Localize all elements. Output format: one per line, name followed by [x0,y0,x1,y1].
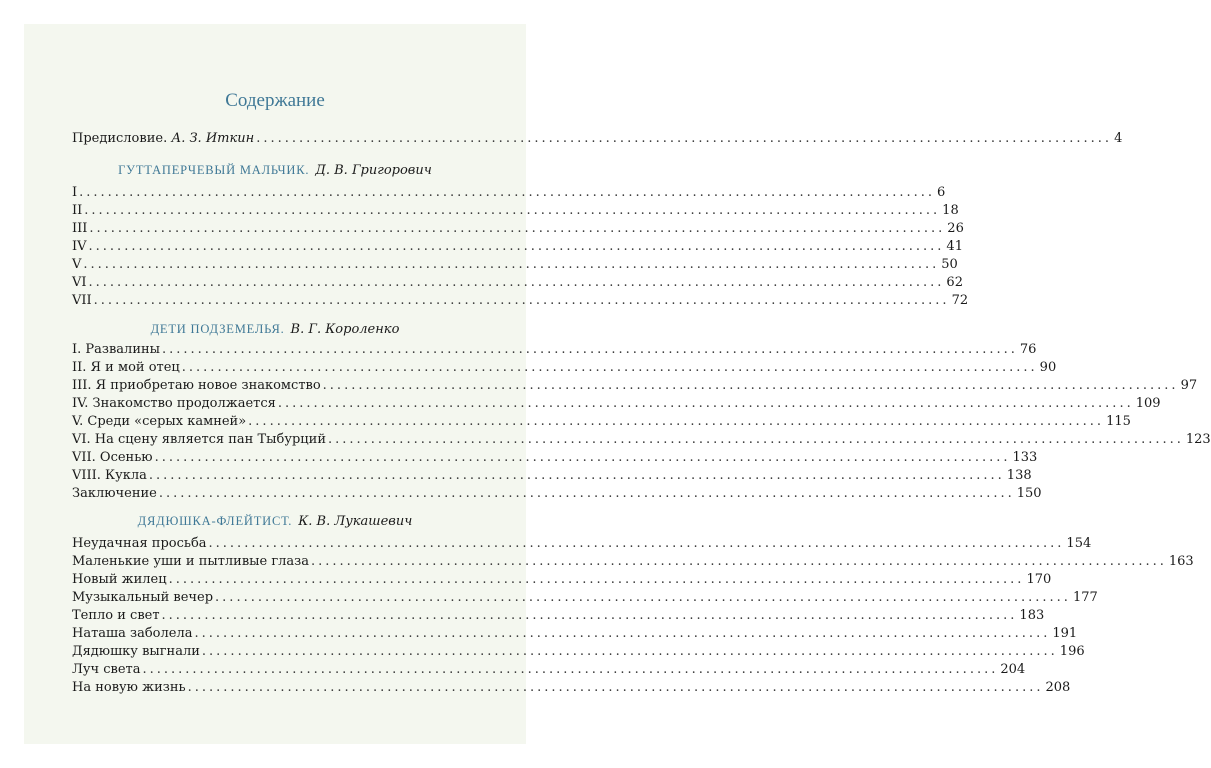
entry-label: I. Развалины [72,342,160,357]
toc-entry[interactable] [72,680,1071,698]
entry-label: Луч света [72,662,141,677]
dot-leader: ........................................................................................................................ [208,536,1065,551]
entry-label: II [72,203,83,218]
toc-entry[interactable] [72,221,964,239]
section-author: В. Г. Короленко [290,322,400,337]
dot-leader: ........................................................................................................................ [154,450,1011,465]
page-number: 163 [1168,554,1194,569]
dot-leader: ........................................................................................................................ [161,608,1018,623]
entry-label: I [72,185,78,200]
toc-entry[interactable] [72,342,1037,360]
toc-entry[interactable] [72,608,1045,626]
toc-entry[interactable] [72,468,1032,486]
toc-entry[interactable] [72,185,946,203]
entry-label: VI [72,275,87,290]
page-number: 204 [1000,662,1026,677]
dot-leader: ........................................................................................................................ [277,396,1134,411]
page-number: 97 [1180,378,1198,393]
dot-leader: ........................................................................................................................ [194,626,1051,641]
section-title: ДЕТИ ПОДЗЕМЕЛЬЯ. [150,322,285,336]
entry-label: VII. Осенью [72,450,153,465]
page-number: 191 [1052,626,1078,641]
dot-leader: ........................................................................................................................ [142,662,999,677]
section-title: ДЯДЮШКА-ФЛЕЙТИСТ. [137,514,293,528]
dot-leader: ........................................................................................................................ [322,378,1179,393]
preface-label: Предисловие. [72,131,168,146]
toc-entry[interactable] [72,257,958,275]
toc-entry[interactable] [72,536,1092,554]
page-number: 177 [1072,590,1098,605]
toc-entry[interactable] [72,396,1161,414]
page-number: 72 [951,293,969,308]
section-heading [24,322,526,340]
section-author: Д. В. Григорович [315,163,432,178]
toc-entry[interactable] [72,378,1198,396]
dot-leader: ........................................................................................................................ [201,644,1058,659]
page-number: 109 [1135,396,1161,411]
toc-entry[interactable] [72,486,1042,504]
section-title: ГУТТАПЕРЧЕВЫЙ МАЛЬЧИК. [118,163,310,177]
toc-entry[interactable] [72,626,1078,644]
entry-label: V. Среди «серых камней» [72,414,247,429]
entry-label: Неудачная просьба [72,536,207,551]
dot-leader: ........................................................................................................................ [181,360,1038,375]
toc-entry[interactable] [72,572,1052,590]
toc-entry-preface[interactable] [72,131,1123,149]
entry-label: Дядюшку выгнали [72,644,200,659]
dot-leader: ........................................................................................................................ [88,275,945,290]
dot-leader: ........................................................................................................................ [248,414,1105,429]
dot-leader: ........................................................................................................................ [93,293,950,308]
section-heading [24,163,526,181]
page-number: 123 [1185,432,1211,447]
page-number: 41 [946,239,963,254]
entry-label: IV [72,239,87,254]
page-number: 196 [1059,644,1085,659]
dot-leader: ........................................................................................................................ [215,590,1071,605]
entry-label: Музыкальный вечер [72,590,214,605]
dot-leader: ........................................................................................................................ [79,185,936,200]
page-number: 90 [1039,360,1057,375]
page-number: 18 [942,203,959,218]
toc-entry[interactable] [72,554,1194,572]
dot-leader: ........................................................................................................................ [168,572,1025,587]
toc-entry[interactable] [72,293,969,311]
page-number: 208 [1045,680,1071,695]
entry-label: IV. Знакомство продолжается [72,396,276,411]
toc-entry[interactable] [72,203,959,221]
page-number: 4 [1114,131,1123,146]
dot-leader: ........................................................................................................................ [84,203,941,218]
dot-leader: ........................................................................................................................ [310,554,1167,569]
dot-leader: ........................................................................................................................ [83,257,940,272]
page-number: 50 [941,257,958,272]
page-number: 76 [1019,342,1037,357]
entry-label: V [72,257,82,272]
dot-leader: ........................................................................................................................ [187,680,1044,695]
page-number: 62 [946,275,963,290]
page-number: 183 [1019,608,1045,623]
page-number: 26 [947,221,964,236]
dot-leader: ........................................................................................................................ [256,131,1113,146]
page-number: 133 [1012,450,1038,465]
toc-entry[interactable] [72,590,1098,608]
entry-label: III [72,221,88,236]
toc-entry[interactable] [72,662,1026,680]
toc-page [24,24,1211,744]
page-number: 115 [1106,414,1131,429]
entry-label: III. Я приобретаю новое знакомство [72,378,321,393]
page-title: Содержание [225,90,325,111]
entry-label: VIII. Кукла [72,468,147,483]
dot-leader: ........................................................................................................................ [162,342,1018,357]
section-author: К. В. Лукашевич [298,514,413,529]
dot-leader: ........................................................................................................................ [88,239,945,254]
toc-entry[interactable] [72,414,1131,432]
dot-leader: ........................................................................................................................ [327,432,1184,447]
toc-entry[interactable] [72,275,963,293]
dot-leader: ........................................................................................................................ [158,486,1015,501]
toc-entry[interactable] [72,360,1057,378]
entry-label: VII [72,293,92,308]
preface-author: А. З. Иткин [171,131,255,146]
toc-entry[interactable] [72,239,963,257]
toc-entry[interactable] [72,450,1038,468]
entry-label: VI. На сцену является пан Тыбурций [72,432,326,447]
page-number: 6 [937,185,946,200]
entry-label: II. Я и мой отец [72,360,180,375]
page-number: 138 [1006,468,1032,483]
entry-label: На новую жизнь [72,680,186,695]
dot-leader: ........................................................................................................................ [148,468,1005,483]
page-number: 150 [1016,486,1042,501]
page-number: 170 [1026,572,1052,587]
entry-label: Маленькие уши и пытливые глаза [72,554,309,569]
entry-label: Заключение [72,486,157,501]
toc-entry[interactable] [72,644,1085,662]
toc-entry[interactable] [72,432,1211,450]
entry-label: Тепло и свет [72,608,160,623]
entry-label: Новый жилец [72,572,167,587]
page-number: 154 [1066,536,1092,551]
entry-label: Наташа заболела [72,626,193,641]
dot-leader: ........................................................................................................................ [89,221,946,236]
section-heading [24,514,526,532]
